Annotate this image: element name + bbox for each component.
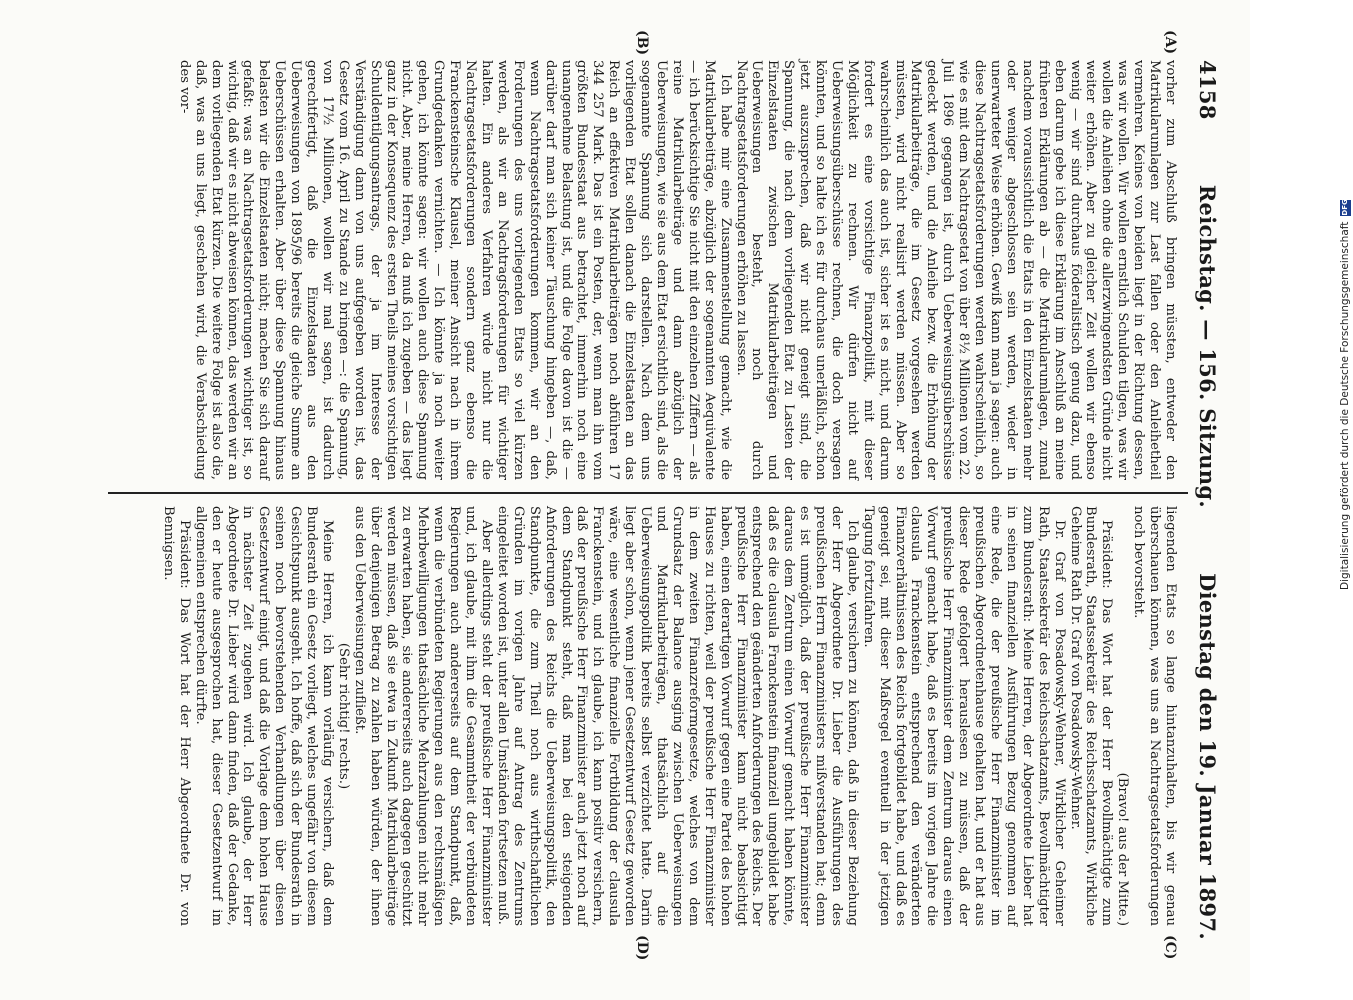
margin-marker-b: (B): [634, 30, 650, 56]
paragraph: vorher zum Abschluß bringen müssten, entweder den Matrikularumlagen zur Last fallen oder den Anleihetheil vermehren. Keines von beiden liegt in der Richtung dessen, was wir wollen. Wir wollen ernstlich Schulden tilgen, was wir wollen die Anleihen ohne die allerzwingendsten Gründe nicht weiter erhöhen. Aber zu gleicher Zeit wollen wir ebenso wenig — wir sind durchaus föderalistisch genug dazu, und eben darum gebe ich diese Erklärung im Anschluß an meine früheren Erklärungen ab — die Matrikularumlagen, zumal nachdem voraussichtlich die Etats in den Einzelstaaten mehr oder weniger abgeschlossen sein werden, wieder in unerwarteter Weise erhöhen. Gewiß kann man ja sagen: auch diese Nachtragsetatsforderungen werden wahrscheinlich, so wie es mit dem Nachtragsetat von über 8½ Millionen vom 22. Juli 1896 gegangen ist, durch Ueberweisungsüberschüsse gedeckt werden, und die Anleihe bezw. die Erhöhung der Matrikularbeiträge, die im Gesetz vorgesehen werden müssten, wird nicht realisirt werden müssen. Aber so wahrscheinlich das auch ist, sicher ist es nicht, und darum fordert es eine vorsichtige Finanzpolitik, mit dieser Möglichkeit zu rechnen. Wir dürfen nicht auf Ueberweisungsüberschüsse rechnen, die doch versagen könnten, und so halte ich es für durchaus unerläßlich, schon jetzt auszusprechen, daß wir nicht geneigt sind, die Spannung, die nach dem vorliegenden Etat zu Lasten der Einzelstaaten zwischen Matrikularbeiträgen und Ueberweisungen besteht, noch durch Nachtragsetatsforderungen erhöhen zu lassen.: [733, 60, 1178, 480]
funding-text: Digitalisierung gefördert durch die Deutsche Forschungsgemeinschaft: [1339, 221, 1351, 590]
paragraph: Ich glaube, versichern zu können, daß in dieser Beziehung der Herr Abgeordnete Dr. Lieber die Ausführungen des preußischen Herrn Finanzministers mißverstanden hat; denn es ist unmöglich, daß der preußische Herr Finanzminister daraus dem Zentrum einen Vorwurf gemacht haben könnte, daß es die clausula Franckenstein finanziell umgebildet habe entsprechend den geänderten Anforderungen des Reichs. Der preußische Herr Finanzminister kann nicht beabsichtigt haben, einen derartigen Vorwurf gegen eine Partei des hohen Hauses zu richten, weil der preußische Herr Finanzminister in dem zweiten Finanzreformgesetze, welches von dem Grundsatz der Balance ausging zwischen Ueberweisungen und Matrikularbeiträgen, thatsächlich auf die Ueberweisungspolitik bereits selbst verzichtet hatte. Darin liegt aber schon, wenn jener Gesetzentwurf Gesetz geworden wäre, eine wesentliche finanzielle Fortbildung der clausula Franckenstein, und ich glaube, ich kann positiv versichern, daß der preußische Herr Finanzminister auch jetzt noch auf dem Standpunkt steht, daß man bei den steigenden Anforderungen des Reichs die Ueberweisungspolitik, den Standpunkte, die zum Theil noch aus wirthschaftlichen Gründen im vorigen Jahre auf Antrag des Zentrums eingeleitet worden ist, unter allen Umständen fortsetzen muß.: [494, 506, 860, 926]
page-header: [1195, 60, 1225, 940]
right-column: [160, 506, 1178, 926]
paragraph: liegenden Etats so lange hintanzuhalten, bis wir genau überschauen können, was uns an Nachtragsetatsforderungen noch bevorsteht.: [1131, 506, 1178, 926]
dfg-logo-icon: DFG: [1340, 199, 1349, 216]
left-column: [176, 60, 1178, 480]
column-divider: [108, 492, 1188, 494]
header-date: Dienstag den 19. Januar 1897.: [1195, 573, 1220, 940]
paragraph: Ich habe mir eine Zusammenstellung gemacht, wie die Matrikularbeiträge, abzüglich der sogenannten Aequivalente — ich berücksichtige Sie nicht mit den einzelnen Ziffern — als reine Matrikularbeiträge und dann abzüglich der Ueberweisungen, wie sie aus dem Etat ersichtlich sind, als die sogenannte Spannung sich darstellen. Nach dem uns vorliegenden Etat sollen danach die Einzelstaaten an das Reich an effektiven Matrikularbeiträgen noch abführen 17 344 257 Mark. Das ist ein Posten, der, wenn man ihn vom größten Bundesstaat aus betrachtet, immerhin noch eine unangenehme Belastung ist, und die Folge davon ist die — darüber darf man sich keiner Täuschung hingeben —, daß, wenn Nachtragsetatsforderungen kommen, wir an den Forderungen des uns vorliegenden Etats so viel kürzen werden, als wir an Nachtragsforderungen für wichtiger halten. Ein anderes Verfahren würde nicht nur die Nachtragsetatsforderungen sondern ganz ebenso die Franckensteinsche Klausel, meiner Ansicht nach in ihrem Grundgedanken vernichten. — Ich könnte ja noch weiter gehen, ich könnte sagen: wir wollen auch diese Spannung nicht. Aber, meine Herren, da muß ich zugeben — das liegt ganz in der Konsequenz des ersten Theils meines vorsichtigen Schuldentilgungsantrags, der ja im Interesse der Verständigung dann von uns aufgegeben worden ist, das Gesetz vom 16. April zu Stande zu bringen —: die Spannung, von 17½ Millionen, wollen wir mal sagen, ist dadurch gerechtfertigt, daß die Einzelstaaten aus den Ueberweisungen von 1895/96 bereits die gleiche Summe an Ueberschüssen erhalten. Aber über diese Spannung hinaus belasten wir die Einzelstaaten nicht; machen Sie sich darauf gefaßt: was an Nachtragsetatsforderungen wichtiger ist, so wichtig, daß wir es nicht abweisen können, das werden wir an dem vorliegenden Etat kürzen. Die weitere Folge ist also die, daß, was an uns liegt, geschehen wird, die Verabschiedung des vor-: [176, 60, 733, 480]
margin-marker-d: (D): [634, 935, 650, 961]
interjection: (Bravo! aus der Mitte.): [1115, 772, 1131, 926]
margin-marker-a: (A): [1162, 30, 1178, 55]
paragraph: Aber allerdings steht der preußische Herr Finanzminister und, ich glaube, mit ihm die Gesammtheit der verbündeten Regierungen auch andererseits auf dem Standpunkt, daß, wenn die verbündeten Regierungen aus den rechtsmäßigen Mehrbewilligungen thatsächliche Mehrzahlungen nicht mehr zu erwarten haben, sie andererseits auch dagegen geschützt werden müssen, daß sie etwa in Zukunft Matrikularbeiträge über denjenigen Betrag zu zahlen haben würden, der ihnen aus den Ueberweisungen zufließt.: [351, 506, 495, 926]
header-title: Reichstag. — 156. Sitzung.: [1195, 184, 1220, 508]
interjection: (Sehr richtig! rechts.): [335, 642, 351, 790]
speaker-paragraph: Präsident: Das Wort hat der Herr Bevollmächtigte zum Bundesrath, Staatssekretär des Reichsschatzamts, Wirkliche Geheime Rath Dr. Graf von Posadowsky-Wehner.: [1067, 506, 1115, 926]
paragraph: Meine Herren, ich kann vorläufig versichern, daß dem Bundesrath ein Gesetz vorliegt, welches ungefähr von diesem Gesichtspunkt ausgeht. Ich hoffe, daß sich der Bundesrath in seinen noch bevorstehenden Verhandlungen über diesen Gesetzentwurf einigt, und daß die Vorlage dem hohen Hause in nächster Zeit zugehen wird. Ich glaube, der Herr Abgeordnete Dr. Lieber wird dann finden, daß der Gedanke, den er heute ausgesprochen hat, dieser Gesetzentwurf im allgemeinen entsprechen dürfte.: [192, 506, 335, 926]
speaker-paragraph: Dr. Graf von Posadowsky-Wehner, Wirklicher Geheimer Rath, Staatssekretär des Reichsschatzamts, Bevollmächtigter zum Bundesrath: Meine Herren, der Abgeordnete Lieber hat in seinen finanziellen Ausführungen Bezug genommen auf eine Rede, die der preußische Herr Finanzminister im preußischen Abgeordnetenhause gehalten hat, und er hat aus dieser Rede gefolgert herauslesen zu müssen, daß der preußische Herr Finanzminister dem Zentrum daraus einen Vorwurf gemacht habe, daß es bereits im vorigen Jahre die clausula Franckenstein entsprechend den veränderten Finanzverhältnissen des Reichs fortgebildet habe, und daß es geneigt sei, mit dieser Maßregel eventuell in der jetzigen Tagung fortzufahren.: [860, 506, 1067, 926]
page-number: 4158: [1195, 60, 1220, 120]
margin-marker-c: (C): [1162, 935, 1178, 960]
funding-notice: [1338, 190, 1352, 590]
speaker-paragraph: Präsident: Das Wort hat der Herr Abgeordnete Dr. von Bennigsen.: [160, 506, 192, 926]
